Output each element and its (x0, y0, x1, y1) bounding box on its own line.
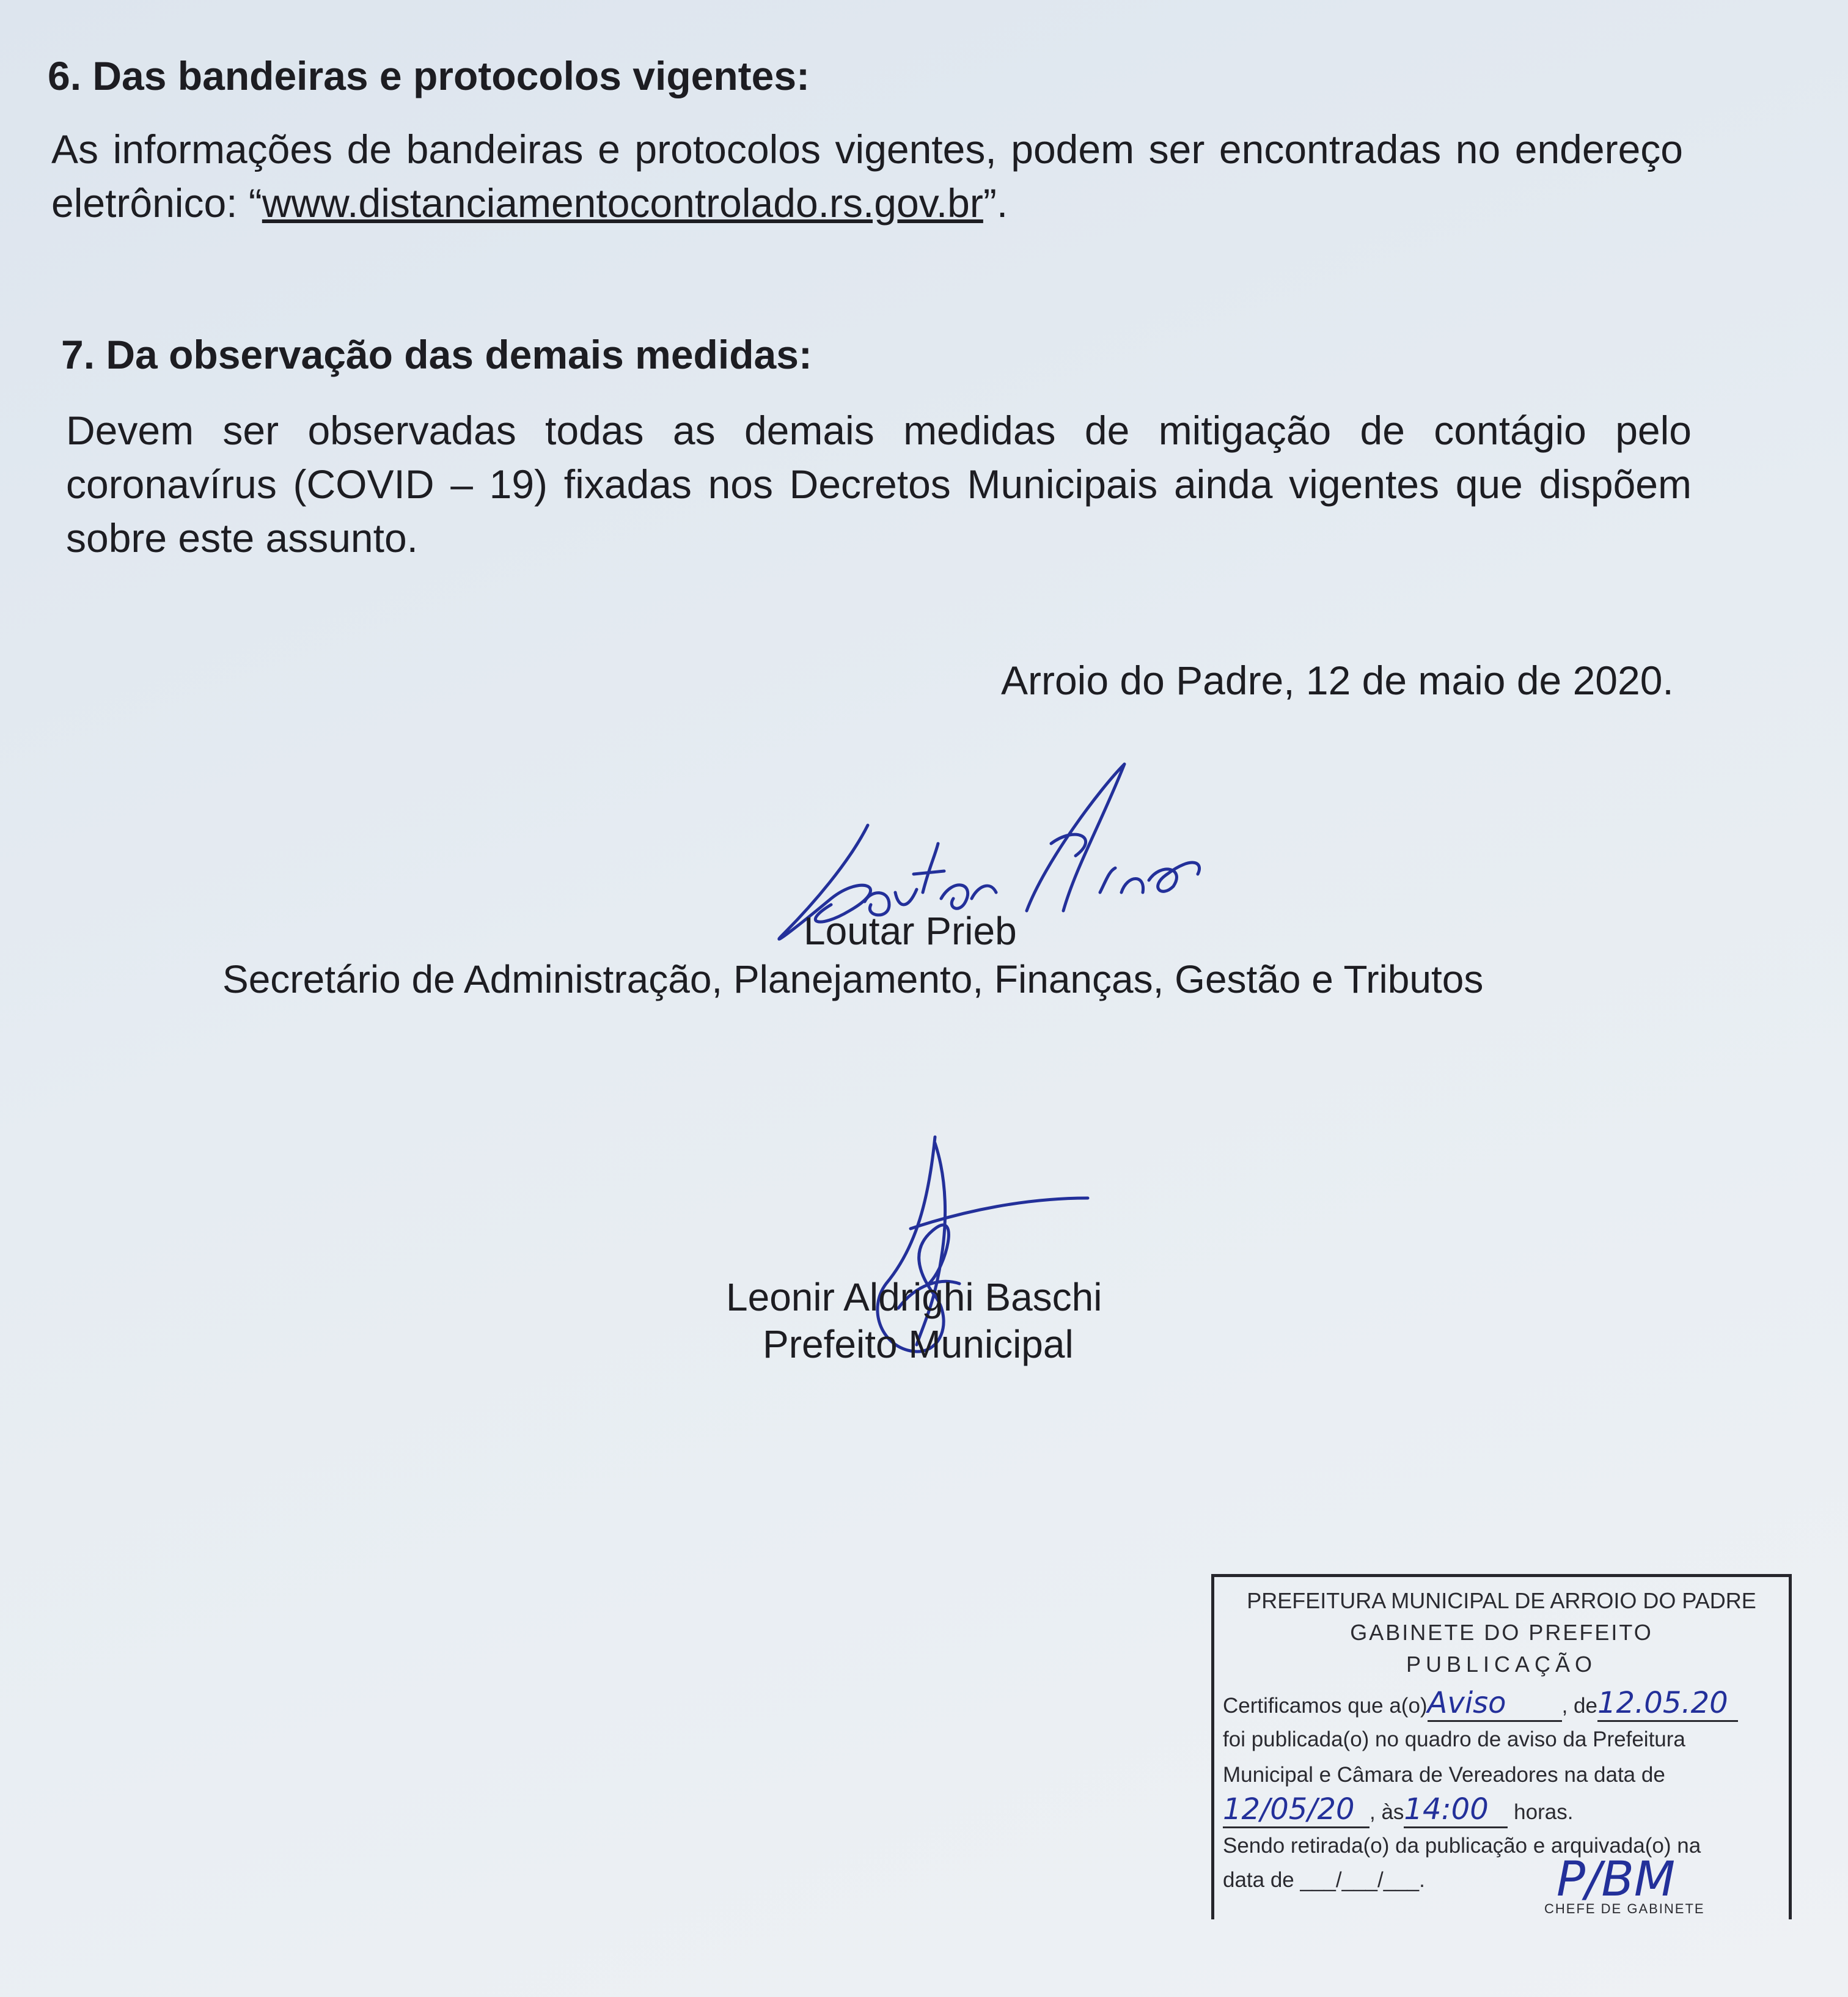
filled-publication-date: 12/05/20 (1223, 1792, 1370, 1828)
stamp-footer: CHEFE DE GABINETE (1544, 1901, 1705, 1916)
stamp-certify-line (1223, 1686, 1738, 1722)
stamp-municipal-line: Municipal e Câmara de Vereadores na data de (1223, 1763, 1665, 1787)
stamp-published-line: foi publicada(o) no quadro de aviso da Prefeitura (1223, 1727, 1685, 1751)
stamp-cert-de: , de (1561, 1694, 1597, 1718)
stamp-date-time-line (1223, 1792, 1573, 1828)
stamp-line-3: PUBLICAÇÃO (1406, 1652, 1597, 1677)
stamp-horas-text: horas. (1514, 1800, 1574, 1824)
stamp-line-1: PREFEITURA MUNICIPAL DE ARROIO DO PADRE (1247, 1588, 1756, 1613)
website-link[interactable]: www.distanciamentocontrolado.rs.gov.br (262, 180, 983, 226)
stamp-cert-prefix: Certificamos que a(o) (1223, 1694, 1428, 1718)
stamp-withdrawn-line: Sendo retirada(o) da publicação e arquivada(o) na (1223, 1834, 1701, 1858)
signatory-2-name: Leonir Aldrighi Baschi (726, 1275, 1102, 1319)
publication-stamp (1211, 1574, 1792, 1919)
section-7-heading: 7. Da observação das demais medidas: (61, 332, 812, 377)
section-6-text-end: ”. (983, 180, 1008, 226)
stamp-line-2: GABINETE DO PREFEITO (1350, 1620, 1653, 1645)
stamp-as-text: , às (1370, 1800, 1404, 1824)
signatory-1-title: Secretário de Administração, Planejamento, Finanças, Gestão e Tributos (222, 957, 1484, 1001)
signatory-2-title: Prefeito Municipal (763, 1322, 1074, 1366)
signatory-1-name: Loutar Prieb (804, 909, 1017, 953)
section-6-heading: 6. Das bandeiras e protocolos vigentes: (48, 53, 810, 98)
stamp-withdrawn-date-line: data de ___/___/___. (1223, 1868, 1425, 1892)
date-line: Arroio do Padre, 12 de maio de 2020. (1001, 658, 1674, 703)
section-7-paragraph: Devem ser observadas todas as demais medidas de mitigação de contágio pelo coronavírus (COVID – 19) fixadas nos Decretos Municipais ainda vigentes que dispõem sobre este assunto. (66, 408, 1692, 561)
section-6-paragraph (51, 122, 1683, 230)
section-6-text: As informações de bandeiras e protocolos vigentes, podem ser encontradas no endereço eletrônico: “ (51, 127, 1683, 226)
stamp-initials: P/BM (1557, 1852, 1676, 1907)
filled-document-type: Aviso (1428, 1686, 1562, 1722)
filled-document-date: 12.05.20 (1597, 1686, 1738, 1722)
filled-publication-time: 14:00 (1404, 1792, 1508, 1828)
